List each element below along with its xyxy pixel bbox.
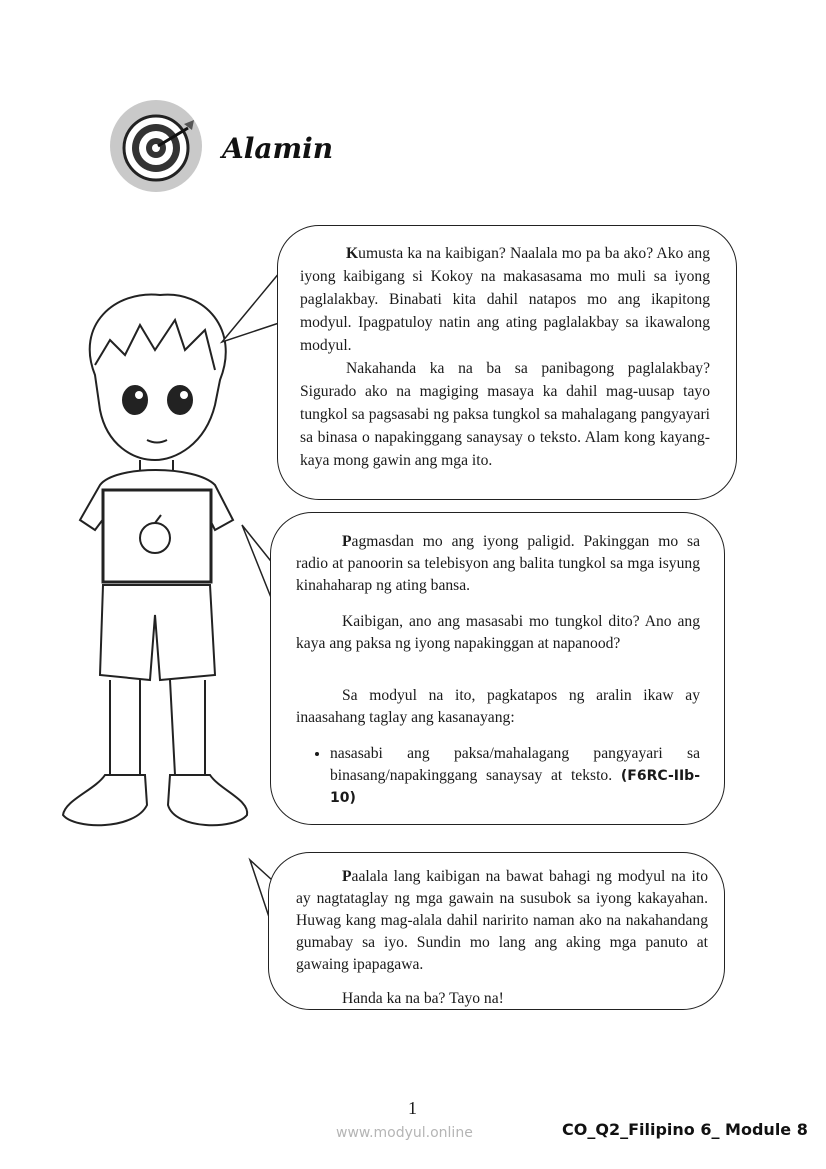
paragraph: Nakahanda ka na ba sa panibagong paglalakbay? Sigurado ako na magiging masaya ka dahil mag-uusap tayo tungkol sa pagsasabi ng paksa tungkol sa mahalagang pangyayari sa binasa o napakinggang sanaysay o teksto. Alam kong kayang-kaya mong gawin ang mga ito. <box>300 360 710 469</box>
paragraph: aalala lang kaibigan na bawat bahagi ng modyul na ito ay nagtataglay ng mga gawain na susubok sa iyong kakayahan. Huwag kang mag-alala dahil naririto naman ako na nakahandang gumabay sa iyo. Sundin mo lang ang aking mga panuto at gawaing ipapagawa. <box>296 868 708 973</box>
competency-list <box>296 743 700 809</box>
drop-cap: K <box>346 245 359 262</box>
paragraph: agmasdan mo ang iyong paligid. Pakinggan mo sa radio at panoorin sa telebisyon ang balita tungkol sa mga isyung kinahaharap ng ating bansa. <box>296 533 700 594</box>
page-number: 1 <box>408 1098 417 1118</box>
paragraph: Sa modyul na ito, pagkatapos ng aralin ikaw ay inaasahang taglay ang kasanayang: <box>296 687 700 726</box>
module-code: CO_Q2_Filipino 6_ Module 8 <box>562 1120 808 1139</box>
competency-code: (F6RC-IIb-10) <box>330 768 700 806</box>
paragraph: umusta ka na kaibigan? Naalala mo pa ba ako? Ako ang iyong kaibigang si Kokoy na makasasama mo muli sa iyong paglalakbay. Binabati kita dahil natapos mo ang ikapitong modyul. Ipagpatuloy natin ang ating paglalakbay sa ikawalong modyul. <box>300 245 710 354</box>
paragraph: Kaibigan, ano ang masasabi mo tungkol dito? Ano ang kaya ang paksa ng iyong napakinggan at napanood? <box>296 613 700 652</box>
drop-cap: P <box>342 533 352 550</box>
objectives-text <box>296 531 700 809</box>
competency-item <box>330 743 700 809</box>
competency-text: nasasabi ang paksa/mahalagang pangyayari sa binasang/napakinggang sanaysay at teksto. <box>330 745 700 784</box>
section-title: Alamin <box>222 132 334 165</box>
drop-cap: P <box>342 868 352 885</box>
watermark: www.modyul.online <box>336 1125 473 1141</box>
intro-text <box>300 242 710 472</box>
paragraph: Handa ka na ba? Tayo na! <box>342 990 504 1007</box>
reminder-text <box>296 866 708 1010</box>
